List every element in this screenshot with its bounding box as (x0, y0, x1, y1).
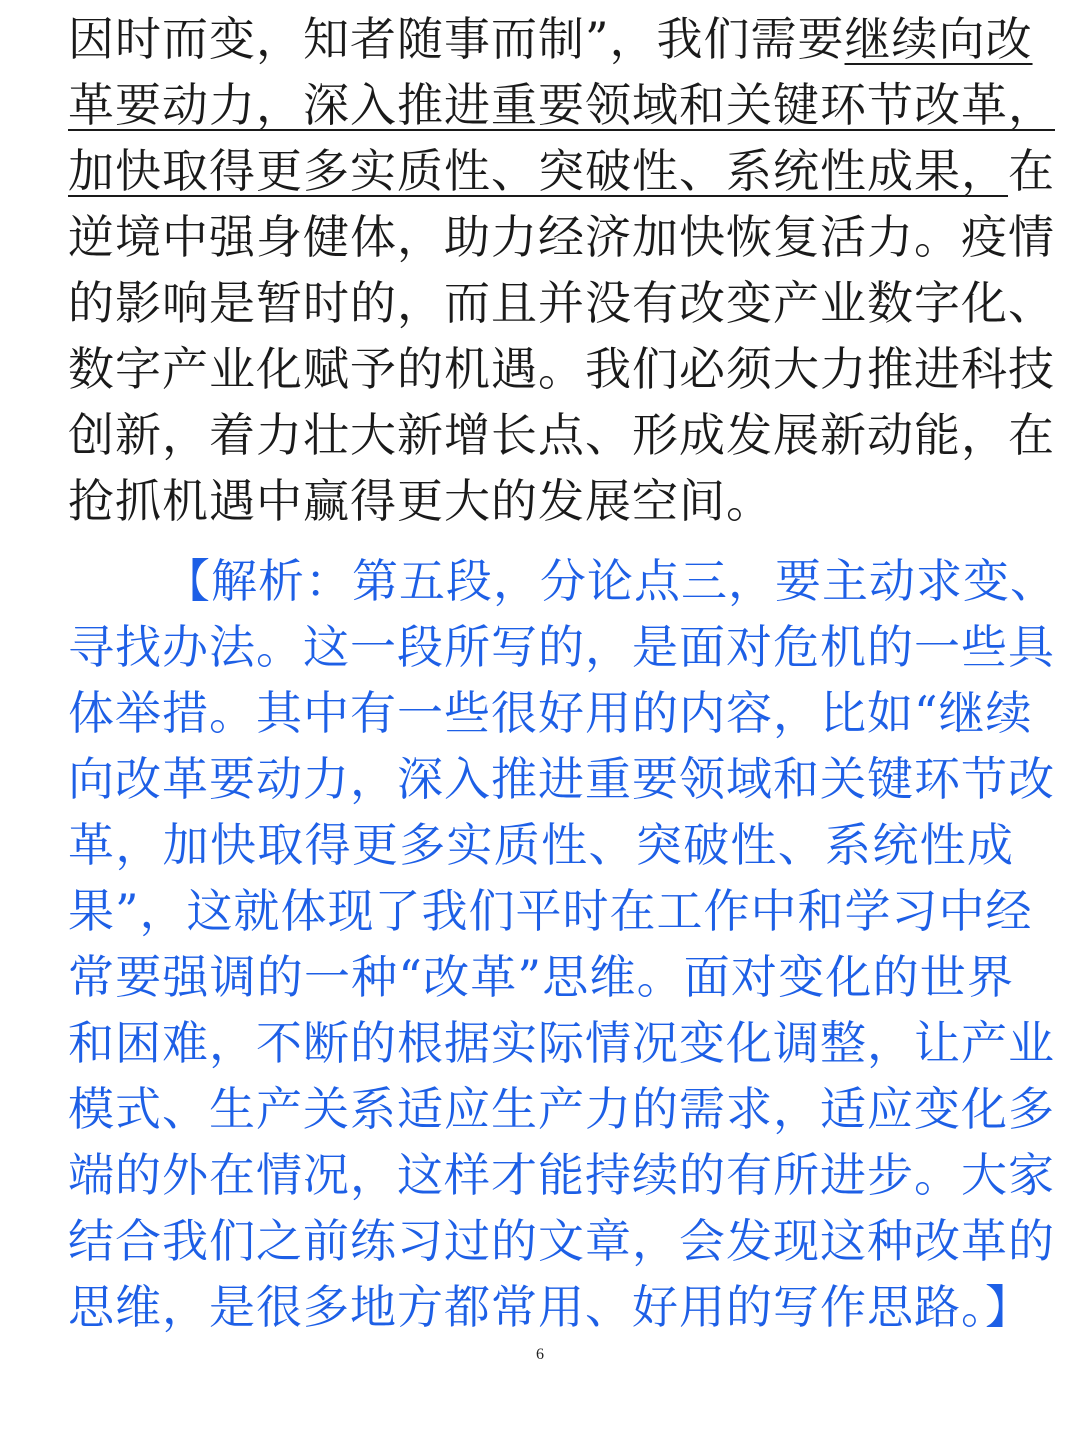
body-line-3-text: 在 (1008, 144, 1055, 198)
body-line-1-text: 因时而变，知者随事而制”，我们需要 (68, 12, 845, 66)
body-line-4: 逆境中强身健体，助力经济加快恢复活力。疫情 (68, 210, 1055, 264)
body-line-2-underlined: 革要动力，深入推进重要领域和关键环节改革， (68, 78, 1055, 132)
analysis-line-11: 结合我们之前练习过的文章，会发现这种改革的 (68, 1214, 1055, 1268)
body-line-6: 数字产业化赋予的机遇。我们必须大力推进科技 (68, 342, 1055, 396)
body-line-7: 创新，着力壮大新增长点、形成发展新动能，在 (68, 408, 1055, 462)
analysis-line-7: 常要强调的一种“改革”思维。面对变化的世界 (68, 950, 1014, 1004)
analysis-line-6: 果”，这就体现了我们平时在工作中和学习中经 (68, 884, 1033, 938)
analysis-line-2: 寻找办法。这一段所写的，是面对危机的一些具 (68, 620, 1055, 674)
body-line-1 (68, 6, 1033, 72)
body-line-1-underlined: 继续向改 (844, 12, 1033, 66)
analysis-line-3: 体举措。其中有一些很好用的内容，比如“继续 (68, 686, 1033, 740)
body-line-8: 抢抓机遇中赢得更大的发展空间。 (68, 474, 773, 528)
body-line-5: 的影响是暂时的，而且并没有改变产业数字化、 (68, 276, 1055, 330)
analysis-line-10: 端的外在情况，这样才能持续的有所进步。大家 (68, 1148, 1055, 1202)
analysis-line-8: 和困难，不断的根据实际情况变化调整，让产业 (68, 1016, 1055, 1070)
body-line-2 (68, 72, 1055, 138)
body-line-3-underlined: 加快取得更多实质性、突破性、系统性成果， (68, 144, 1008, 198)
analysis-line-12: 思维，是很多地方都常用、好用的写作思路。】 (68, 1280, 1032, 1334)
analysis-line-5: 革，加快取得更多实质性、突破性、系统性成 (68, 818, 1014, 872)
page-number: 6 (536, 1346, 544, 1363)
analysis-line-1: 【解析：第五段，分论点三，要主动求变、 (164, 554, 1057, 608)
body-line-3 (68, 138, 1055, 204)
analysis-line-9: 模式、生产关系适应生产力的需求，适应变化多 (68, 1082, 1055, 1136)
analysis-line-4: 向改革要动力，深入推进重要领域和关键环节改 (68, 752, 1055, 806)
